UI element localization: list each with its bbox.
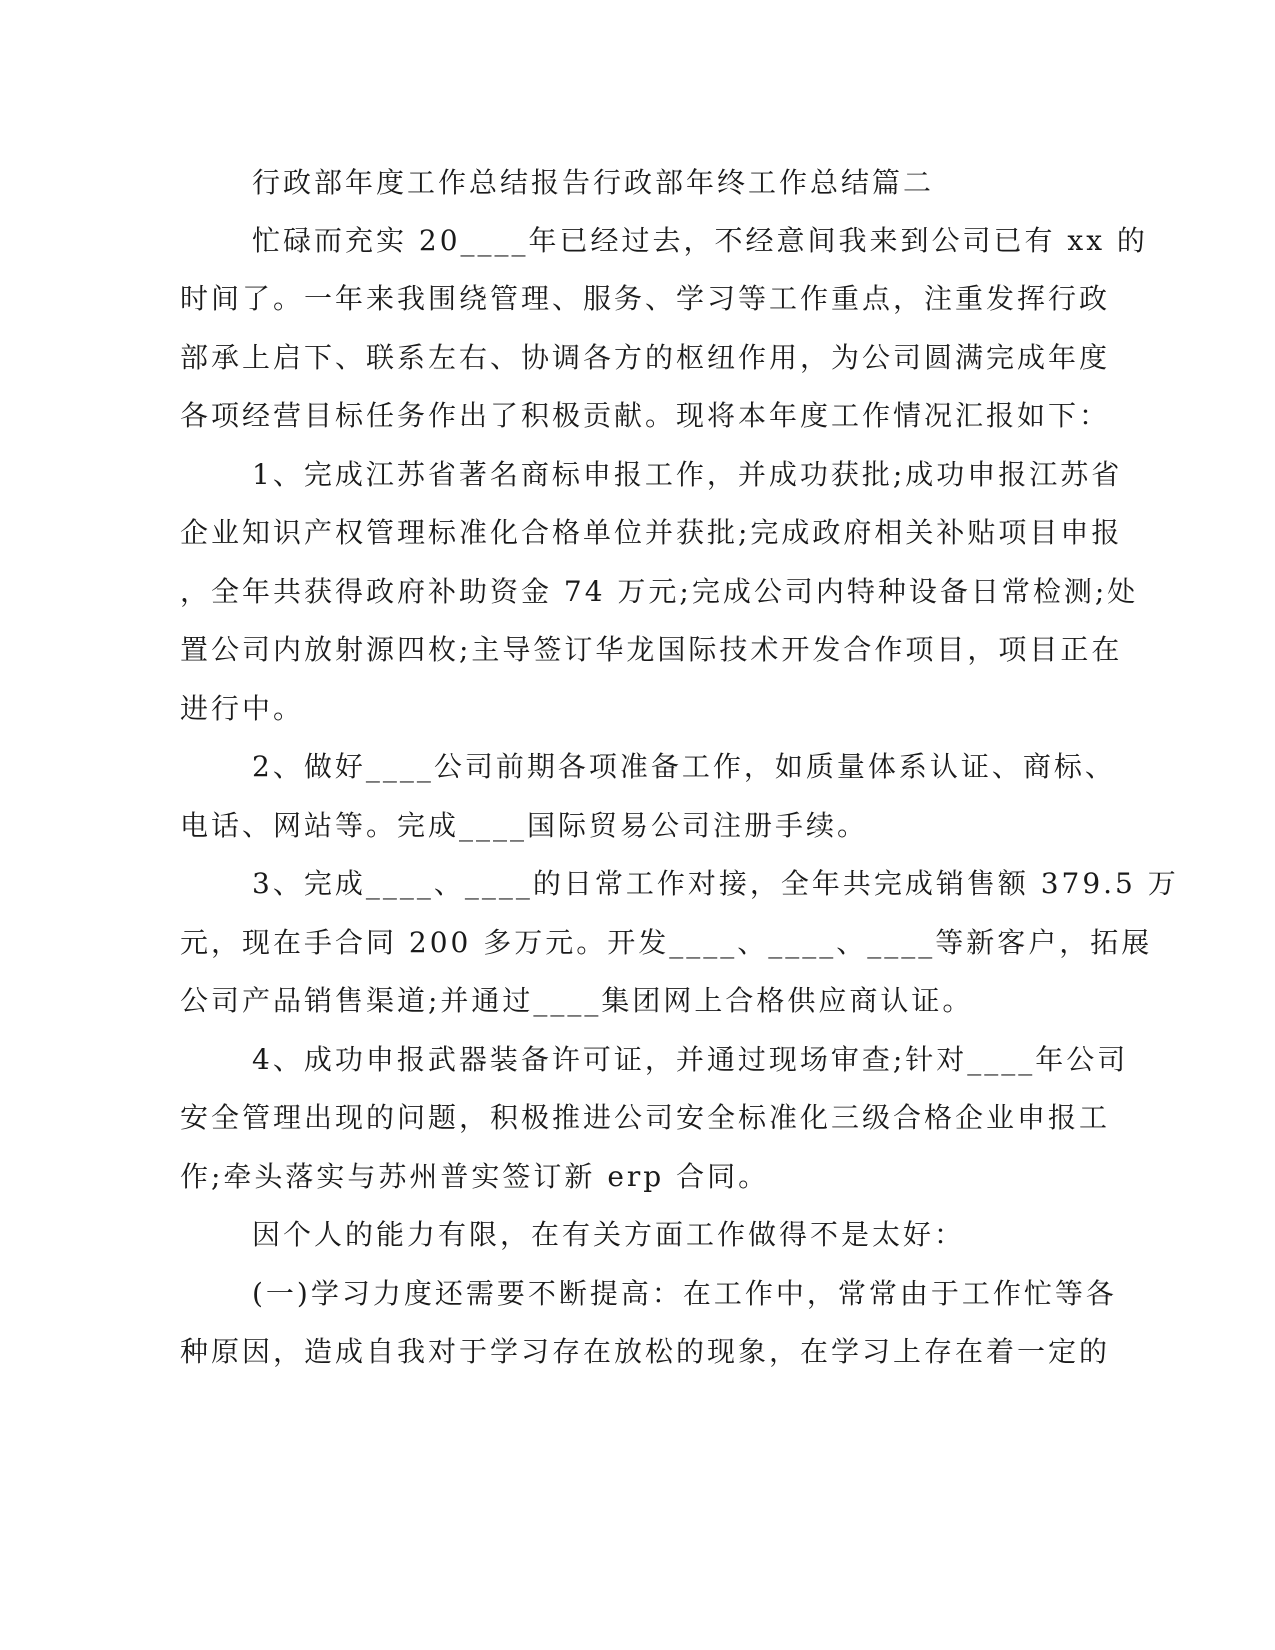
text-line: 部承上启下、联系左右、协调各方的枢纽作用，为公司圆满完成年度 <box>180 341 1111 374</box>
text-line: 时间了。一年来我围绕管理、服务、学习等工作重点，注重发挥行政 <box>180 282 1111 315</box>
text-line: 2、做好____公司前期各项准备工作，如质量体系认证、商标、 <box>252 750 1116 783</box>
text-line: ，全年共获得政府补助资金 74 万元;完成公司内特种设备日常检测;处 <box>180 575 1139 608</box>
text-line: 1、完成江苏省著名商标申报工作，并成功获批;成功申报江苏省 <box>252 458 1123 491</box>
text-line: 4、成功申报武器装备许可证，并通过现场审查;针对____年公司 <box>252 1043 1129 1076</box>
text-line: 各项经营目标任务作出了积极贡献。现将本年度工作情况汇报如下： <box>180 399 1111 432</box>
text-line: 忙碌而充实 20____年已经过去，不经意间我来到公司已有 xx 的 <box>252 224 1148 257</box>
text-line: 作;牵头落实与苏州普实签订新 erp 合同。 <box>180 1160 770 1193</box>
document-title: 行政部年度工作总结报告行政部年终工作总结篇二 <box>252 166 935 199</box>
text-line: 元，现在手合同 200 多万元。开发____、____、____等新客户，拓展 <box>180 926 1153 959</box>
text-line: 3、完成____、____的日常工作对接，全年共完成销售额 379.5 万 <box>252 867 1179 900</box>
text-line: 置公司内放射源四枚;主导签订华龙国际技术开发合作项目，项目正在 <box>180 633 1123 666</box>
text-line: (一)学习力度还需要不断提高：在工作中，常常由于工作忙等各 <box>252 1277 1117 1310</box>
text-line: 因个人的能力有限，在有关方面工作做得不是太好： <box>252 1218 966 1251</box>
text-line: 电话、网站等。完成____国际贸易公司注册手续。 <box>180 809 869 842</box>
text-line: 公司产品销售渠道;并通过____集团网上合格供应商认证。 <box>180 984 974 1017</box>
text-line: 企业知识产权管理标准化合格单位并获批;完成政府相关补贴项目申报 <box>180 516 1123 549</box>
text-line: 安全管理出现的问题，积极推进公司安全标准化三级合格企业申报工 <box>180 1101 1111 1134</box>
text-line: 种原因，造成自我对于学习存在放松的现象，在学习上存在着一定的 <box>180 1335 1111 1368</box>
text-line: 进行中。 <box>180 692 305 725</box>
